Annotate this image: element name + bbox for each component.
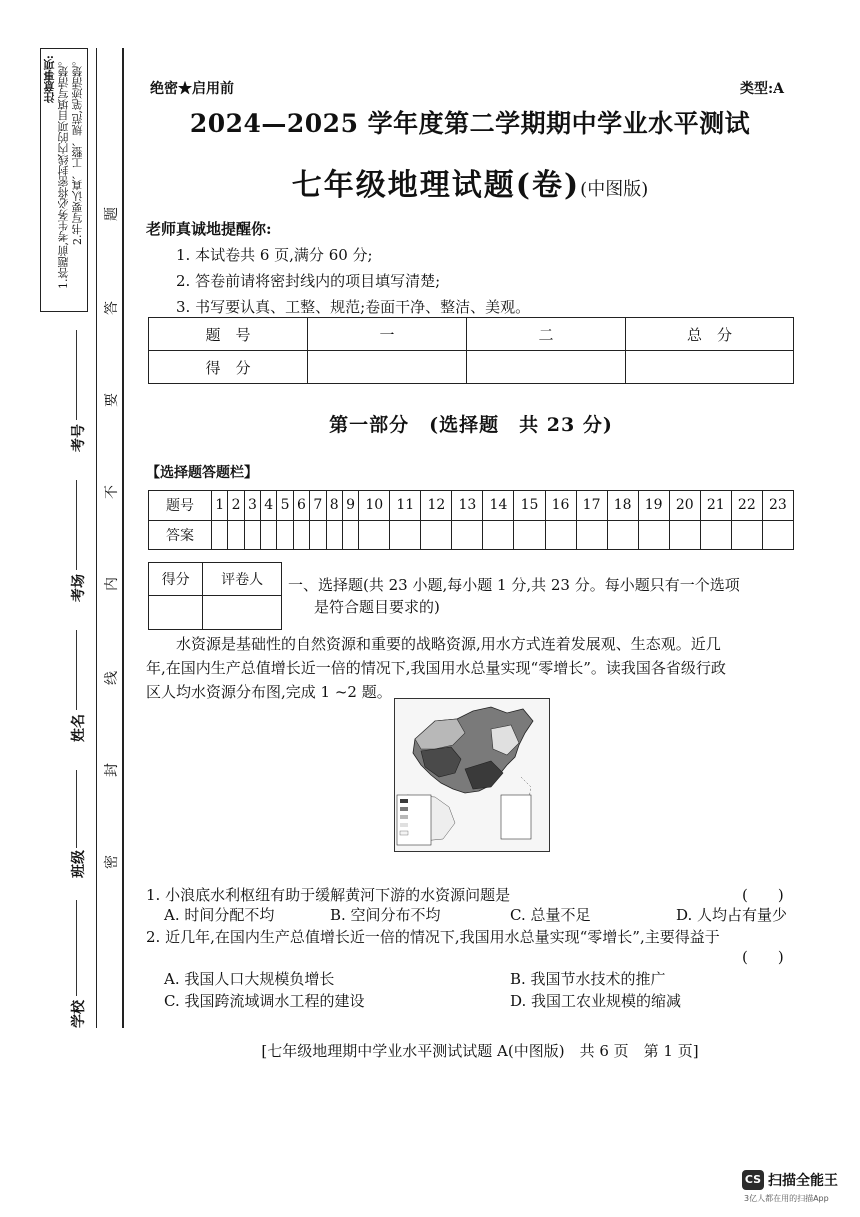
score-header-cell: 二 <box>467 318 626 351</box>
seal-char: 题 <box>104 207 120 221</box>
section-heading <box>288 574 798 618</box>
question-number-cell: 3 <box>244 491 260 521</box>
answer-cell[interactable] <box>326 520 342 550</box>
answer-cell[interactable] <box>293 520 309 550</box>
answer-cell[interactable] <box>228 520 244 550</box>
question-number-cell: 18 <box>607 491 638 521</box>
exam-number-label: 考号 <box>71 424 87 452</box>
score-cell[interactable] <box>308 351 467 384</box>
answer-cell[interactable] <box>390 520 421 550</box>
exam-title: 2024—2025 学年度第二学期期中学业水平测试 <box>189 109 751 138</box>
section-heading-line: 一、选择题(共 23 小题,每小题 1 分,共 23 分。每小题只有一个选项 <box>288 576 740 594</box>
answer-cell[interactable] <box>607 520 638 550</box>
legend-swatch <box>400 815 408 819</box>
question-number-cell: 6 <box>293 491 309 521</box>
question-number-cell: 2 <box>228 491 244 521</box>
answer-cell[interactable] <box>359 520 390 550</box>
answer-parentheses[interactable]: ( ) <box>742 886 784 904</box>
camscanner-logo: CS <box>742 1170 764 1190</box>
exam-room-label: 考场 <box>71 574 87 602</box>
grader-score-cell[interactable] <box>149 596 203 630</box>
subject-title-main: 七年级地理试题(卷) <box>291 168 581 203</box>
question-number-cell: 15 <box>514 491 545 521</box>
question-1-stem: 1. 小浪底水利枢纽有助于缓解黄河下游的水资源问题是 <box>146 886 511 904</box>
china-water-resource-map <box>394 698 550 852</box>
question-1-option-a[interactable]: A. 时间分配不均 <box>164 906 275 924</box>
answer-cell[interactable] <box>421 520 452 550</box>
question-number-cell: 4 <box>261 491 277 521</box>
legend-swatch <box>400 831 408 835</box>
reminder-heading: 老师真诚地提醒你: <box>146 220 272 238</box>
question-number-cell: 20 <box>669 491 700 521</box>
map-graphic <box>395 699 549 851</box>
seal-char: 封 <box>104 763 120 777</box>
answer-cell[interactable] <box>452 520 483 550</box>
question-2-option-b[interactable]: B. 我国节水技术的推广 <box>510 970 666 988</box>
seal-line-left <box>96 48 97 1028</box>
grader-table <box>148 562 282 630</box>
question-number-cell: 8 <box>326 491 342 521</box>
answer-bar-label: 【选择题答题栏】 <box>146 465 258 481</box>
answer-cell[interactable] <box>261 520 277 550</box>
exam-number-field[interactable] <box>76 330 77 420</box>
question-number-cell: 14 <box>483 491 514 521</box>
south-china-sea-inset <box>501 795 531 839</box>
answer-cell[interactable] <box>762 520 793 550</box>
answer-row-label: 答案 <box>149 520 212 550</box>
edition-label: (中图版) <box>580 179 649 200</box>
answer-grid <box>148 490 794 550</box>
notice-line-1: 1.答题前,考生务必将密封线内的项目填写清楚。 <box>57 55 70 289</box>
score-table <box>148 317 794 384</box>
answer-cell[interactable] <box>310 520 326 550</box>
tibet-region <box>421 747 461 777</box>
answer-cell[interactable] <box>545 520 576 550</box>
answer-cell[interactable] <box>342 520 358 550</box>
seal-char: 要 <box>104 393 120 407</box>
passage-line: 区人均水资源分布图,完成 1 ~2 题。 <box>146 683 392 701</box>
score-header-cell: 总 分 <box>626 318 794 351</box>
class-label: 班级 <box>71 850 87 878</box>
answer-cell[interactable] <box>669 520 700 550</box>
passage-line: 水资源是基础性的自然资源和重要的战略资源,用水方式连着发展观、生态观。近几 <box>176 635 721 653</box>
question-number-cell: 12 <box>421 491 452 521</box>
reminder-item: 1. 本试卷共 6 页,满分 60 分; <box>176 246 373 264</box>
subject-title <box>150 160 790 204</box>
answer-cell[interactable] <box>277 520 293 550</box>
score-cell[interactable] <box>467 351 626 384</box>
answer-parentheses[interactable]: ( ) <box>742 948 784 966</box>
question-number-cell: 16 <box>545 491 576 521</box>
grader-score-label: 得分 <box>149 563 203 596</box>
question-number-cell: 11 <box>390 491 421 521</box>
part-title: 第一部分 (选择题 共 23 分) <box>329 414 613 436</box>
question-number-cell: 10 <box>359 491 390 521</box>
answer-cell[interactable] <box>731 520 762 550</box>
section-heading-line: 是符合题目要求的) <box>314 598 440 616</box>
answer-cell[interactable] <box>638 520 669 550</box>
question-1-option-b[interactable]: B. 空间分布不均 <box>330 906 441 924</box>
question-2-option-a[interactable]: A. 我国人口大规模负增长 <box>164 970 335 988</box>
answer-cell[interactable] <box>244 520 260 550</box>
question-number-cell: 22 <box>731 491 762 521</box>
seal-char: 内 <box>104 577 120 591</box>
school-field[interactable] <box>76 900 77 996</box>
question-number-cell: 1 <box>212 491 228 521</box>
seal-char: 不 <box>104 485 120 499</box>
notice-line-2: 2.书写要认真、工整、规范,笔迹清楚。 <box>71 55 84 245</box>
answer-cell[interactable] <box>212 520 228 550</box>
question-number-cell: 5 <box>277 491 293 521</box>
notice-title: 注意事项: <box>43 55 56 104</box>
class-field[interactable] <box>76 770 77 848</box>
answer-cell[interactable] <box>576 520 607 550</box>
question-1-option-c[interactable]: C. 总量不足 <box>510 906 591 924</box>
secrecy-mark: 绝密★启用前 <box>150 81 234 97</box>
camscanner-name: 扫描全能王 <box>768 1173 838 1189</box>
number-row-label: 题号 <box>149 491 212 521</box>
question-number-cell: 7 <box>310 491 326 521</box>
passage-line: 年,在国内生产总值增长近一倍的情况下,我国用水总量实现“零增长”。读我国各省级行政 <box>146 659 726 677</box>
legend-swatch <box>400 799 408 803</box>
school-label: 学校 <box>71 1000 87 1028</box>
question-2-option-c[interactable]: C. 我国跨流域调水工程的建设 <box>164 992 365 1010</box>
reminder-item: 3. 书写要认真、工整、规范;卷面干净、整洁、美观。 <box>176 298 531 316</box>
score-row-label: 得 分 <box>149 351 308 384</box>
answer-cell[interactable] <box>700 520 731 550</box>
reminder-item: 2. 答卷前请将密封线内的项目填写清楚; <box>176 272 441 290</box>
answer-cell[interactable] <box>514 520 545 550</box>
name-field[interactable] <box>76 630 77 710</box>
legend-swatch <box>400 823 408 827</box>
question-number-cell: 13 <box>452 491 483 521</box>
seal-line-right <box>122 48 124 1028</box>
question-2-option-d[interactable]: D. 我国工农业规模的缩减 <box>510 992 682 1010</box>
question-number-cell: 21 <box>700 491 731 521</box>
page-footer: [七年级地理期中学业水平测试试题 A(中图版) 共 6 页 第 1 页] <box>261 1042 699 1060</box>
question-1-option-d[interactable]: D. 人均占有量少 <box>676 906 788 924</box>
exam-room-field[interactable] <box>76 480 77 570</box>
question-number-cell: 19 <box>638 491 669 521</box>
score-cell[interactable] <box>626 351 794 384</box>
seal-char: 线 <box>104 671 120 685</box>
seal-char: 密 <box>104 855 120 869</box>
name-label: 姓名 <box>71 714 87 742</box>
seal-char: 答 <box>104 301 120 315</box>
paper-type: 类型:A <box>740 81 785 97</box>
grader-name-label: 评卷人 <box>203 563 282 596</box>
score-header-cell: 一 <box>308 318 467 351</box>
camscanner-tagline: 3亿人都在用的扫描App <box>744 1194 829 1203</box>
grader-name-cell[interactable] <box>203 596 282 630</box>
answer-cell[interactable] <box>483 520 514 550</box>
notice-box <box>40 48 88 312</box>
score-header-cell: 题 号 <box>149 318 308 351</box>
legend-swatch <box>400 807 408 811</box>
question-number-cell: 17 <box>576 491 607 521</box>
question-number-cell: 23 <box>762 491 793 521</box>
question-number-cell: 9 <box>342 491 358 521</box>
question-2-stem: 2. 近几年,在国内生产总值增长近一倍的情况下,我国用水总量实现“零增长”,主要得益于 <box>146 928 720 946</box>
